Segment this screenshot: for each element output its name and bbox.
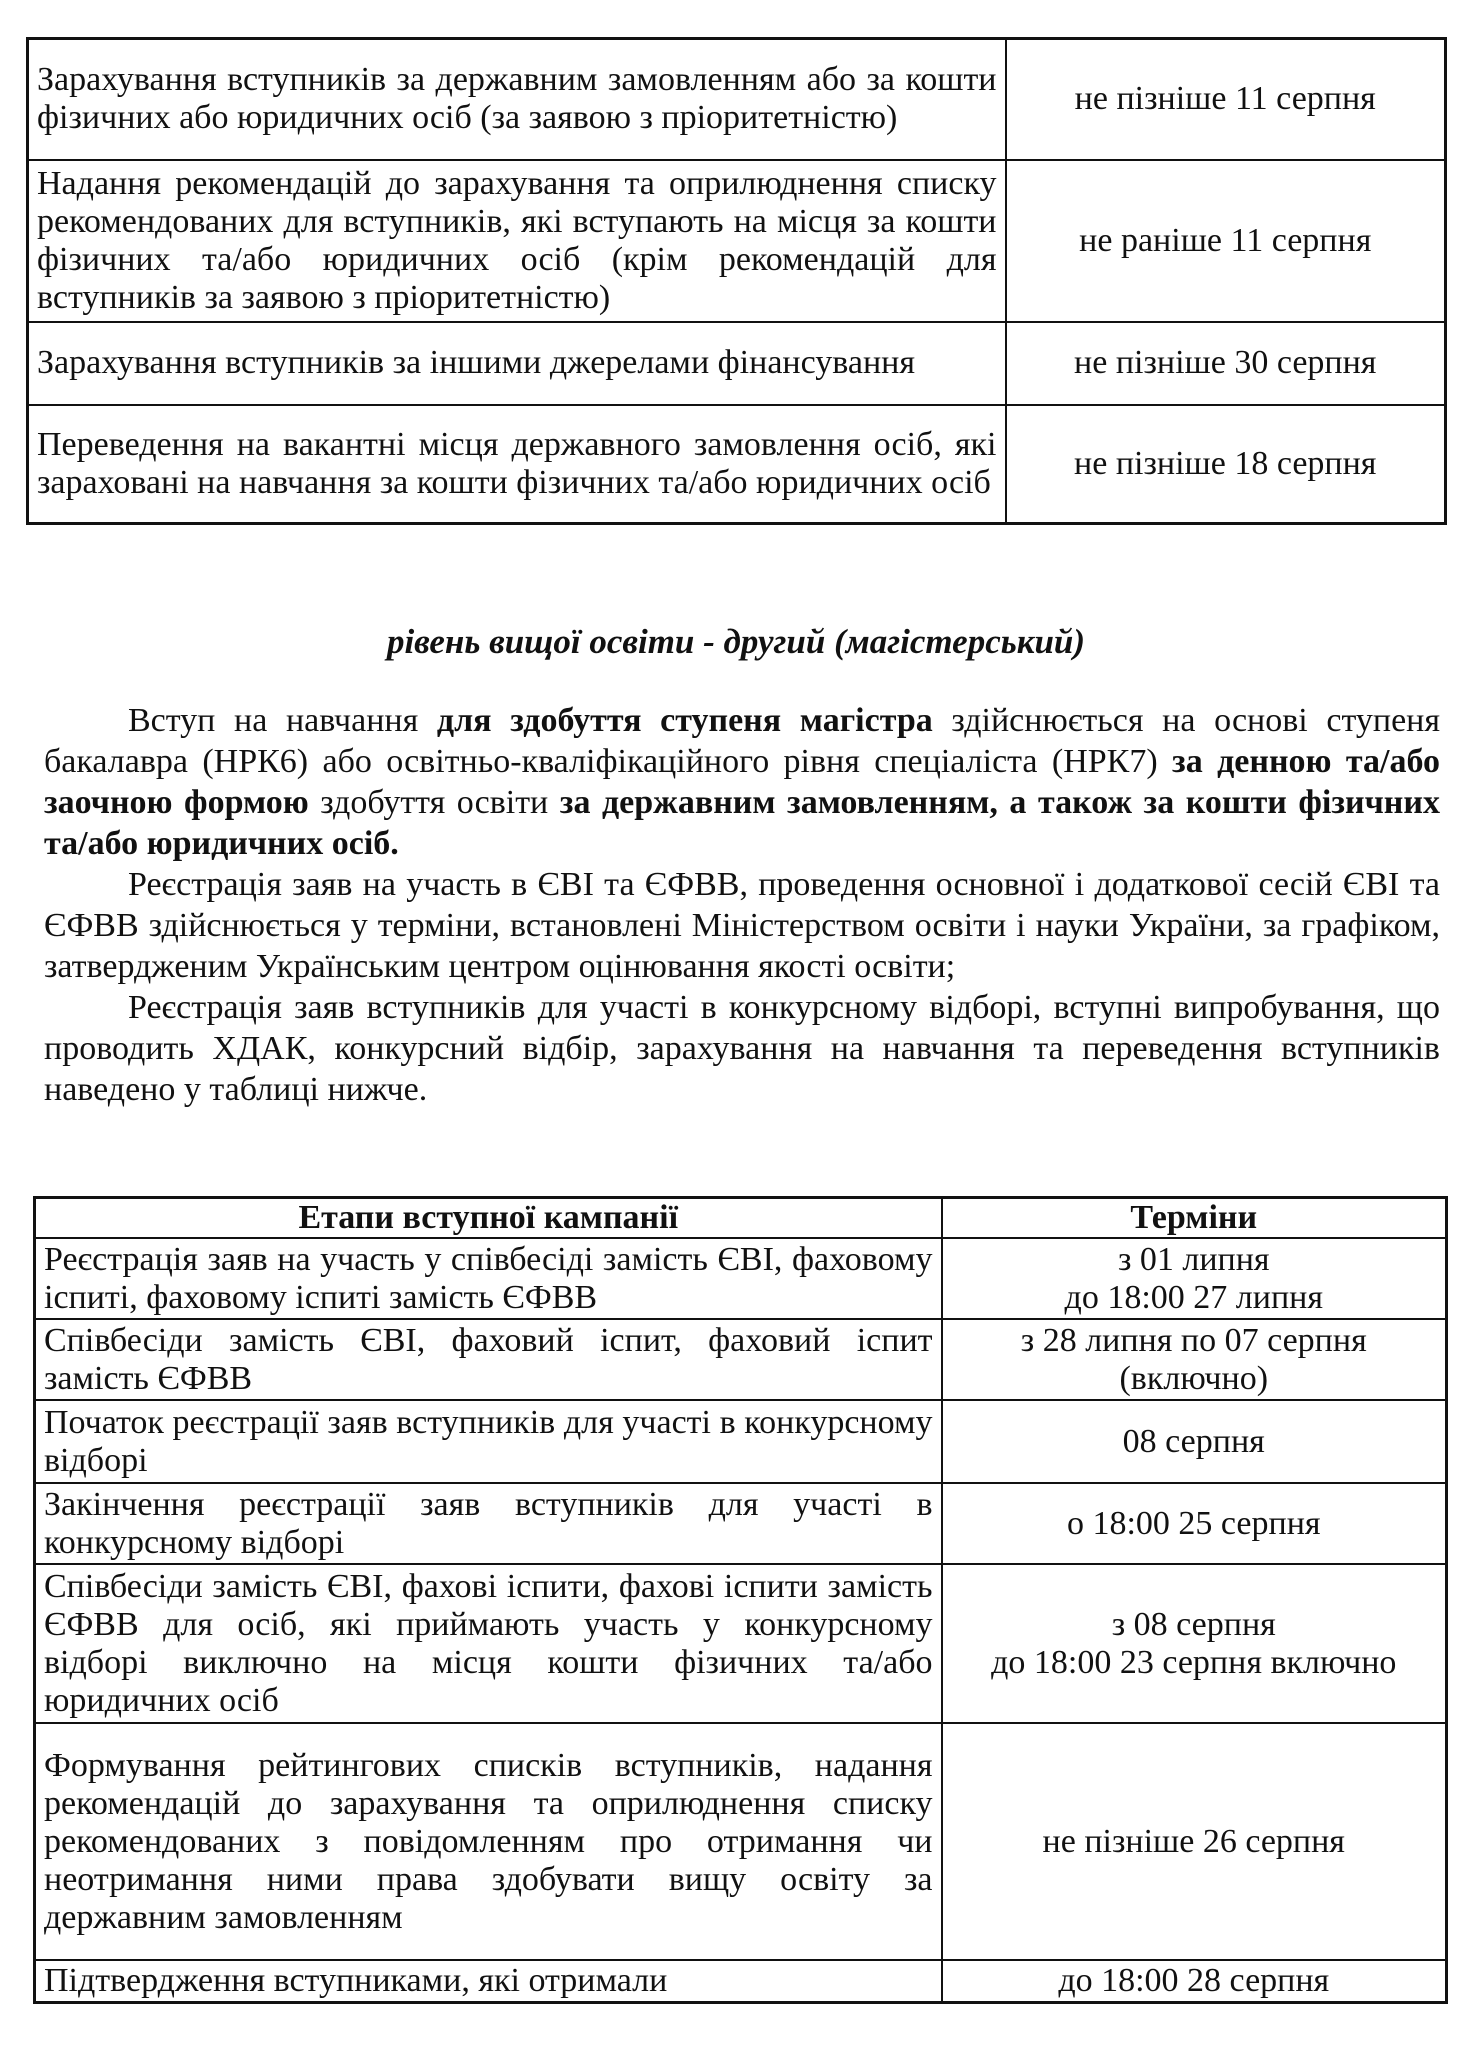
term-cell: не пізніше 30 серпня xyxy=(1006,322,1446,405)
stage-cell: Початок реєстрації заяв вступників для участі в конкурсному відборі xyxy=(35,1400,942,1483)
paragraph-bold-text: за державним замовленням, а також за кошти фізичних та/або юридичних осіб. xyxy=(44,784,1440,862)
body-text xyxy=(44,700,1440,1110)
term-cell: до 18:00 28 серпня xyxy=(942,1960,1447,2002)
stage-cell: Надання рекомендацій до зарахування та оприлюднення списку рекомендованих для вступників, які вступають на місця за кошти фізичних та/або юридичних осіб (крім рекомендацій для вступників за заявою з пріоритетністю) xyxy=(28,160,1006,322)
table-row xyxy=(28,322,1446,405)
term-cell xyxy=(942,1319,1447,1400)
table-row xyxy=(35,1564,1447,1723)
table-row xyxy=(35,1319,1447,1400)
table-row xyxy=(28,160,1446,322)
table-header-row xyxy=(35,1198,1447,1239)
paragraph: Реєстрація заяв вступників для участі в конкурсному відборі, вступні випробування, що проводить ХДАК, конкурсний відбір, зарахування на навчання та переведення вступників наведено у таблиці нижче. xyxy=(44,989,1440,1108)
stage-cell: Співбесіди замість ЄВІ, фаховий іспит, фаховий іспит замість ЄФВВ xyxy=(35,1319,942,1400)
table-row xyxy=(35,1400,1447,1483)
stage-cell: Закінчення реєстрації заяв вступників для участі в конкурсному відборі xyxy=(35,1483,942,1564)
term-line: (включно) xyxy=(1119,1359,1269,1397)
paragraph-bold-text: за денною та/або заочною формою xyxy=(44,743,1440,821)
paragraph-text: Вступ на навчання xyxy=(128,702,437,739)
paragraph-text: здійснюється на основі ступеня бакалавра (НРК6) або освітньо-кваліфікаційного рівня спеціаліста (НРК7) xyxy=(44,702,1440,780)
table-row xyxy=(35,1483,1447,1564)
table-row xyxy=(35,1960,1447,2002)
stage-cell: Підтвердження вступниками, які отримали xyxy=(35,1960,942,2002)
term-cell: не раніше 11 серпня xyxy=(1006,160,1446,322)
term-cell: не пізніше 26 серпня xyxy=(942,1723,1447,1960)
paragraph: Реєстрація заяв на участь в ЄВІ та ЄФВВ, проведення основної і додаткової сесій ЄВІ та ЄФВВ здійснюється у терміни, встановлені Міністерством освіти і науки України, за графіком, затвердженим Українським центром оцінювання якості освіти; xyxy=(44,866,1440,985)
term-line: з 28 липня по 07 серпня xyxy=(1020,1321,1367,1359)
header-stage: Етапи вступної кампанії xyxy=(35,1198,942,1239)
stage-cell: Переведення на вакантні місця державного замовлення осіб, які зараховані на навчання за кошти фізичних та/або юридичних осіб xyxy=(28,405,1006,524)
table-row xyxy=(28,39,1446,160)
paragraph-bold-text: для здобуття ступеня магістра xyxy=(436,702,933,739)
table-row xyxy=(28,405,1446,524)
paragraph-text: здобуття освіти xyxy=(308,784,560,821)
stage-cell: Формування рейтингових списків вступників, надання рекомендацій до зарахування та оприлюднення списку рекомендованих з повідомленням про отримання чи неотримання ними права здобувати вищу освіту за державним замовленням xyxy=(35,1723,942,1960)
term-cell xyxy=(942,1564,1447,1723)
term-line: з 08 серпня xyxy=(1111,1605,1276,1643)
admission-schedule-table xyxy=(33,1196,1448,2004)
term-cell: 08 серпня xyxy=(942,1400,1447,1483)
top-schedule-table xyxy=(26,37,1447,525)
section-heading: рівень вищої освіти - другий (магістерський) xyxy=(386,622,1086,661)
term-line: до 18:00 27 липня xyxy=(1064,1278,1323,1316)
table-row xyxy=(35,1238,1447,1319)
paragraph xyxy=(44,700,1440,864)
stage-cell: Зарахування вступників за іншими джерелами фінансування xyxy=(28,322,1006,405)
stage-cell: Співбесіди замість ЄВІ, фахові іспити, фахові іспити замість ЄФВВ для осіб, які приймають участь у конкурсному відборі виключно на місця кошти фізичних та/або юридичних осіб xyxy=(35,1564,942,1723)
term-cell: о 18:00 25 серпня xyxy=(942,1483,1447,1564)
term-cell: не пізніше 11 серпня xyxy=(1006,39,1446,160)
term-cell: не пізніше 18 серпня xyxy=(1006,405,1446,524)
term-cell xyxy=(942,1238,1447,1319)
term-line: з 01 липня xyxy=(1117,1240,1270,1278)
table-row xyxy=(35,1723,1447,1960)
term-line: до 18:00 23 серпня включно xyxy=(991,1643,1397,1681)
stage-cell: Зарахування вступників за державним замовленням або за кошти фізичних або юридичних осіб (за заявою з пріоритетністю) xyxy=(28,39,1006,160)
header-term: Терміни xyxy=(942,1198,1447,1239)
stage-cell: Реєстрація заяв на участь у співбесіді замість ЄВІ, фаховому іспиті, фаховому іспиті замість ЄФВВ xyxy=(35,1238,942,1319)
